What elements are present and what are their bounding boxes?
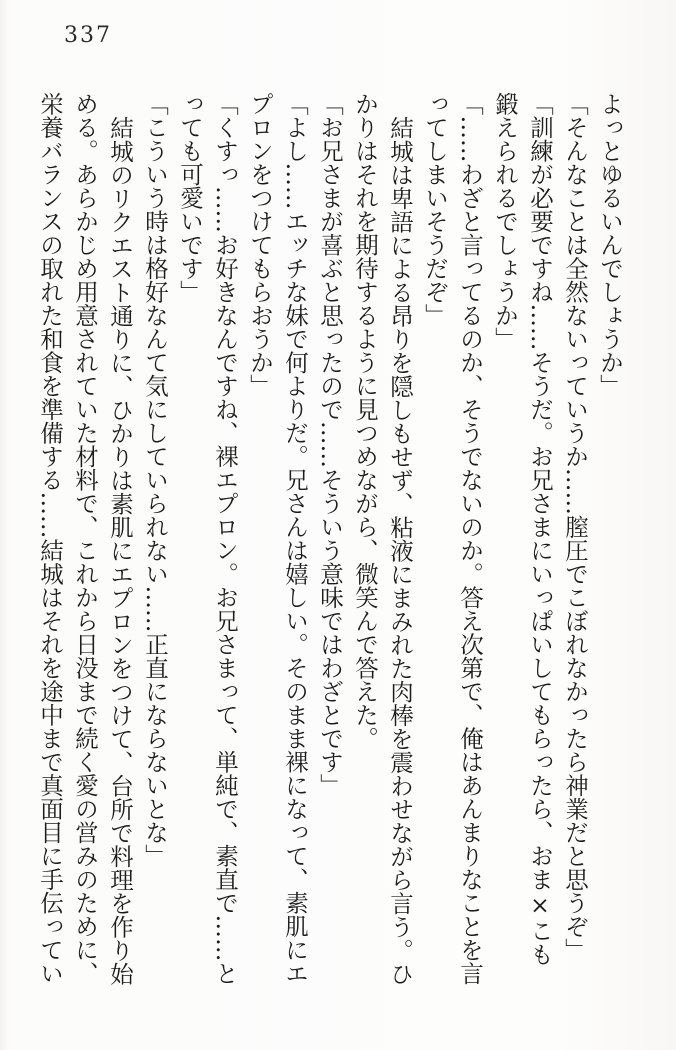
paragraph: 結城は卑語による昂りを隠しもせず、粘液にまみれた肉棒を震わせながら言う。ひかりはそれを期待するように見つめながら、微笑んで答えた。 (351, 92, 414, 985)
paragraph: 「こういう時は格好なんて気にしていられない……正直にならないとな」 (141, 92, 169, 868)
paragraph: 「訓練が必要ですね……そうだ。お兄さまにいっぱいしてもらったら、おま×こも鍛えられるでしょうか」 (491, 92, 554, 966)
text-body (32, 92, 627, 988)
paragraph: 「くすっ……お好きなんですね、裸エプロン。お兄さまって、単純で、素直で……とっても可愛いです」 (176, 92, 239, 985)
paragraph: 「よし……エッチな妹で何よりだ。兄さんは嬉しい。そのまま裸になって、素肌にエプロンをつけてもらおうか」 (246, 92, 309, 985)
paragraph: 「……わざと言ってるのか、そうでないのか。答え次第で、俺はあんまりなことを言ってしまいそうだぞ」 (421, 92, 484, 985)
paragraph: よっとゆるいんでしょうか」 (596, 92, 624, 398)
paragraph: 「お兄さまが喜ぶと思ったので……そういう意味ではわざとです」 (316, 92, 344, 797)
paragraph: 「そんなことは全然ないっていうか……膣圧でこぼれなかったら神業だと思うぞ」 (561, 92, 589, 962)
paragraph: 結城のリクエスト通りに、ひかりは素肌にエプロンをつけて、台所で料理を作り始める。あらかじめ用意されていた材料で、これから日没まで続く愛の営みのために、栄養バランスの取れた和食を準備する……結城はそれを途中まで真面目に手伝ってい (36, 92, 134, 985)
page-number: 337 (64, 23, 112, 48)
